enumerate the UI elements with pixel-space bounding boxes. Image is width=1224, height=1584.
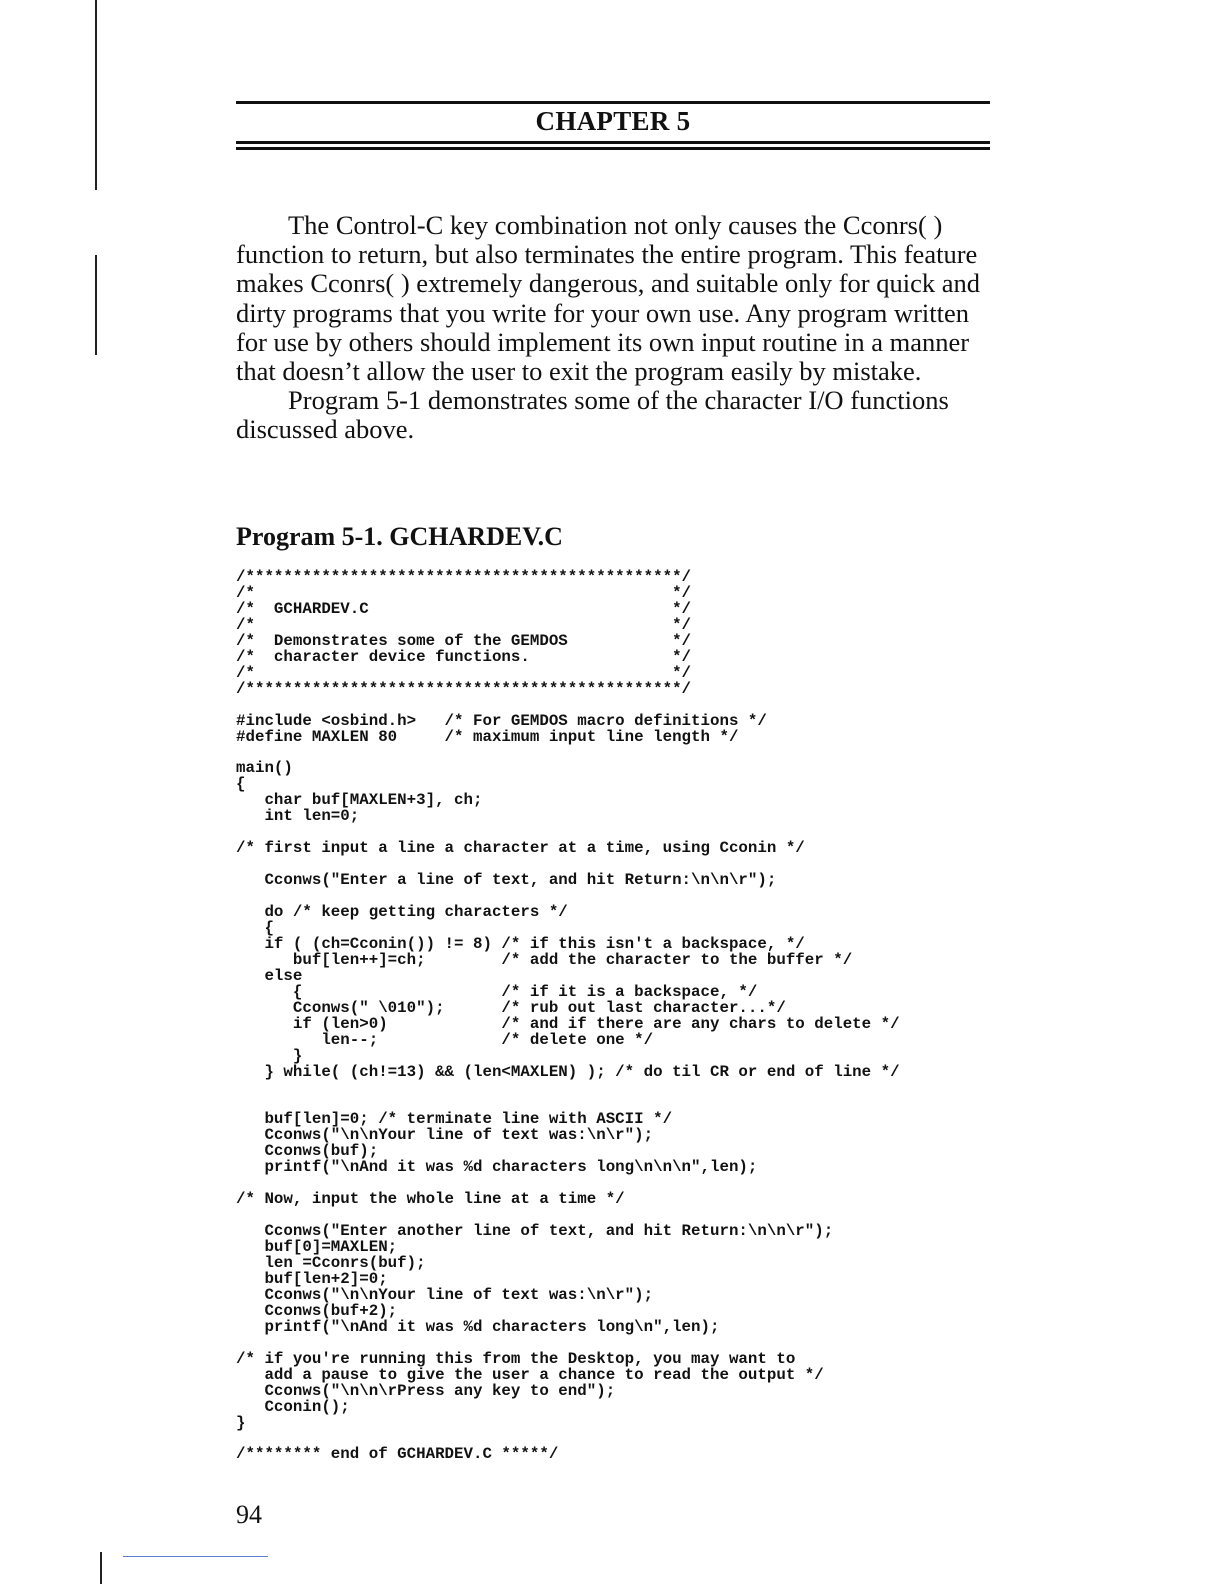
margin-mark-bottom: [100, 1552, 102, 1584]
program-code-listing: /**********************************************/ /* */ /* GCHARDEV.C */ /* */ /* Demonstrates some of the GEMDOS */ /* character device functions. */ /* */ /**********************************************/ #include <osbind.h> /* For GEMDOS macro definitions */ #define MAXLEN 80 /* maximum input line length */ main() { char buf[MAXLEN+3], ch; int len=0; /* first input a line a character at a time, using Cconin */ Cconws("Enter a line of text, and hit Return:\n\n\r"); do /* keep getting characters */ { if ( (ch=Cconin()) != 8) /* if this isn't a backspace, */ buf[len++]=ch; /* add the character to the buffer */ else { /* if it is a backspace, */ Cconws(" \010"); /* rub out last character...*/ if (len>0) /* and if there are any chars to delete */ len--; /* delete one */ } } while( (ch!=13) && (len<MAXLEN) ); /* do til CR or end of line */ buf[len]=0; /* terminate line with ASCII */ Cconws("\n\nYour line of text was:\n\r"); Cconws(buf); printf("\nAnd it was %d characters long\n\n\n",len); /* Now, input the whole line at a time */ Cconws("Enter another line of text, and hit Return:\n\n\r"); buf[0]=MAXLEN; len =Cconrs(buf); buf[len+2]=0; Cconws("\n\nYour line of text was:\n\r"); Cconws(buf+2); printf("\nAnd it was %d characters long\n",len); /* if you're running this from the Desktop, you may want to add a pause to give the user a chance to read the output */ Cconws("\n\n\rPress any key to end"); Cconin(); } /******** end of GCHARDEV.C *****/: [236, 568, 900, 1464]
paragraph-program-intro: Program 5-1 demonstrates some of the character I/O functions discussed above.: [236, 385, 949, 445]
program-listing-title: Program 5-1. GCHARDEV.C: [236, 522, 563, 551]
body-text: [236, 211, 996, 445]
header-rule-bottom: [236, 141, 990, 144]
paragraph-control-c: The Control-C key combination not only causes the Cconrs( ) function to return, but also terminates the entire program. This feature makes Cconrs( ) extremely dangerous, and suitable only for quick and dirty programs that you write for your own use. Any program written for use by others should implement its own input routine in a manner that doesn’t allow the user to exit the program easily by mistake.: [236, 210, 980, 387]
page-number: 94: [236, 1500, 262, 1529]
chapter-title: CHAPTER 5: [535, 106, 691, 136]
margin-mark-middle: [95, 255, 97, 355]
header-rule-bottom-double: [236, 147, 990, 150]
footer-rule: [123, 1556, 268, 1557]
header-rule-top: [236, 101, 990, 104]
margin-mark-top: [95, 0, 97, 190]
